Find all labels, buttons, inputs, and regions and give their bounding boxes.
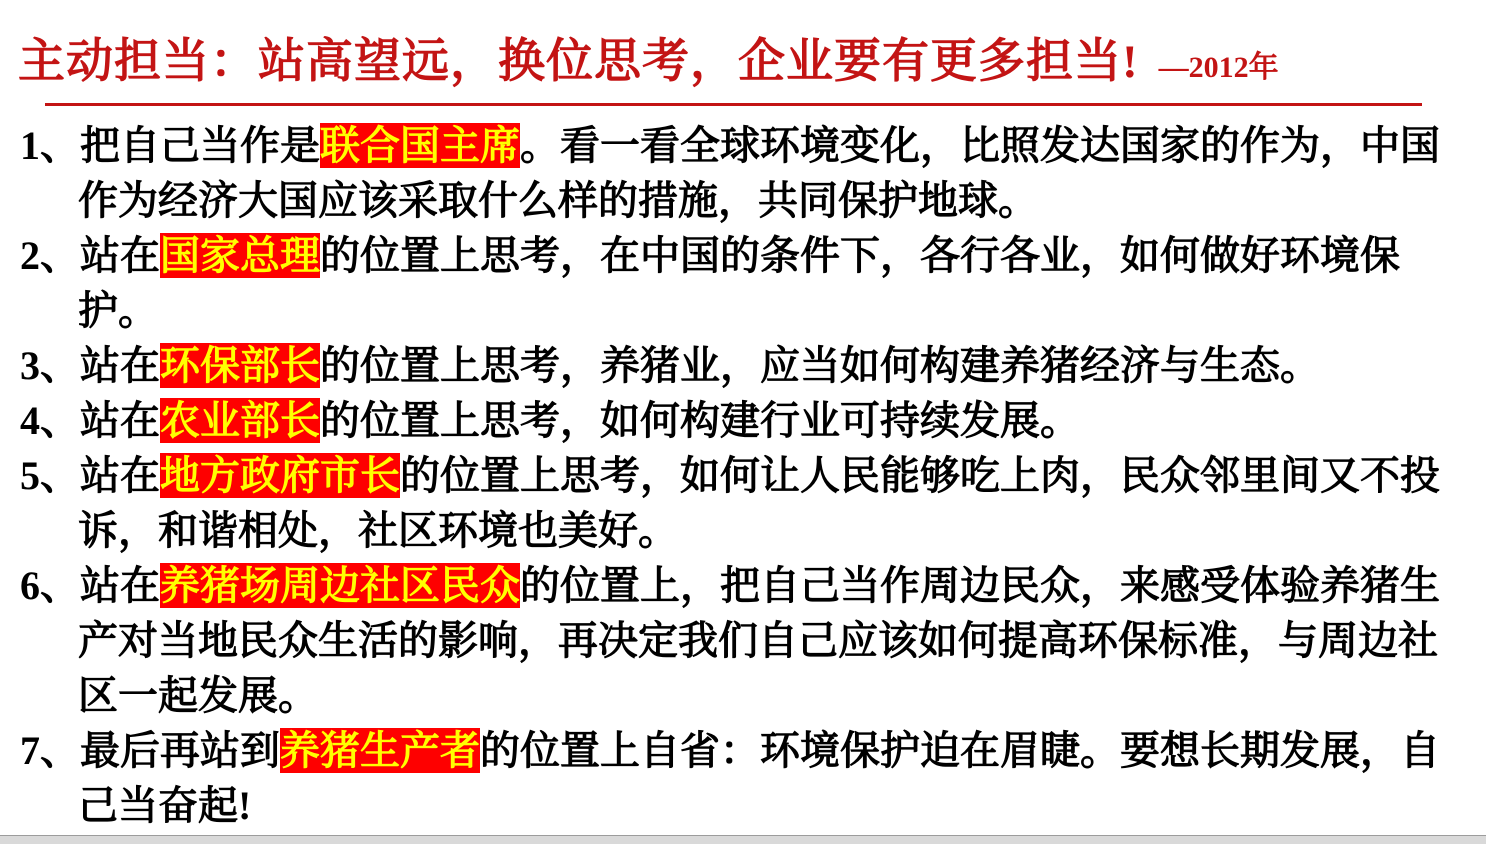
slide-title-year: —2012年 (1158, 51, 1279, 84)
highlighted-role: 养猪场周边社区民众 (160, 563, 520, 608)
slide-title: 主动担当：站高望远，换位思考，企业要有更多担当! (18, 36, 1139, 88)
text-segment: 的位置上自省：环境保护迫在眉睫。要想长期发展，自己当奋起! (78, 728, 1440, 828)
text-segment: 的位置上思考，如何让人民能够吃上肉，民众邻里间又不投诉，和谐相处，社区环境也美好。 (78, 453, 1440, 553)
list-item (10, 228, 1476, 338)
text-segment: 的位置上思考，在中国的条件下，各行各业，如何做好环境保护。 (78, 233, 1400, 333)
highlighted-role: 地方政府市长 (160, 453, 400, 498)
item-number: 7、 (20, 728, 80, 773)
text-segment: 站在 (80, 453, 160, 498)
list-item (10, 393, 1476, 448)
position-list (0, 110, 1486, 833)
text-segment: 的位置上，把自己当作周边民众，来感受体验养猪生产对当地民众生活的影响，再决定我们自己应该如何提高环保标准，与周边社区一起发展。 (78, 563, 1440, 718)
item-number: 1、 (20, 123, 80, 168)
item-number: 4、 (20, 398, 80, 443)
text-segment: 的位置上思考，养猪业，应当如何构建养猪经济与生态。 (320, 343, 1320, 388)
text-segment: 最后再站到 (80, 728, 280, 773)
text-segment: 站在 (80, 398, 160, 443)
list-item (10, 118, 1476, 228)
item-number: 2、 (20, 233, 80, 278)
text-segment: 。看一看全球环境变化，比照发达国家的作为，中国作为经济大国应该采取什么样的措施，共同保护地球。 (78, 123, 1440, 223)
highlighted-role: 农业部长 (160, 398, 320, 443)
text-segment: 站在 (80, 343, 160, 388)
item-number: 6、 (20, 563, 80, 608)
text-segment: 站在 (80, 563, 160, 608)
text-segment: 把自己当作是 (80, 123, 320, 168)
slide-title-row (0, 0, 1486, 91)
highlighted-role: 联合国主席 (320, 123, 520, 168)
item-number: 3、 (20, 343, 80, 388)
item-number: 5、 (20, 453, 80, 498)
text-segment: 的位置上思考，如何构建行业可持续发展。 (320, 398, 1080, 443)
list-item (10, 448, 1476, 558)
list-item (10, 338, 1476, 393)
list-item (10, 558, 1476, 723)
title-underline (45, 103, 1422, 106)
highlighted-role: 国家总理 (160, 233, 320, 278)
highlighted-role: 环保部长 (160, 343, 320, 388)
text-segment: 站在 (80, 233, 160, 278)
bottom-scrollbar[interactable] (0, 835, 1486, 844)
list-item (10, 723, 1476, 833)
highlighted-role: 养猪生产者 (280, 728, 480, 773)
